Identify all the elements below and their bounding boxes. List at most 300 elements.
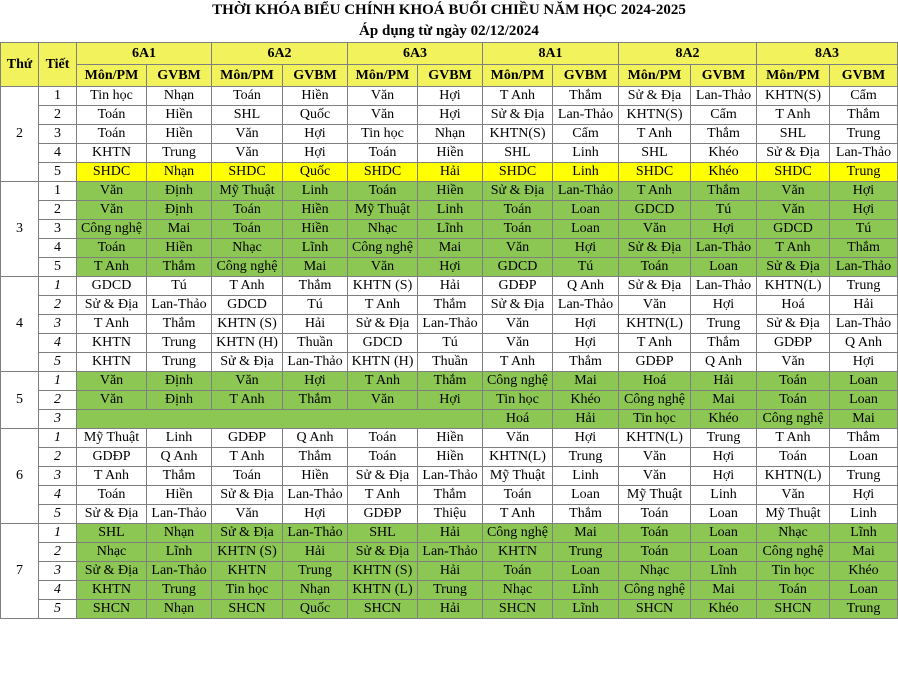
teacher-cell: Hợi <box>418 391 483 410</box>
teacher-cell: Lĩnh <box>691 562 757 581</box>
teacher-cell: Mai <box>553 372 619 391</box>
teacher-cell: Mai <box>553 524 619 543</box>
period-cell: 1 <box>39 524 77 543</box>
subject-cell: Công nghệ <box>757 410 830 429</box>
page-subtitle: Áp dụng từ ngày 02/12/2024 <box>359 23 539 39</box>
teacher-cell: Trung <box>418 581 483 600</box>
subject-cell: SHL <box>212 106 283 125</box>
teacher-cell: Trung <box>553 543 619 562</box>
teacher-cell: Thắm <box>553 505 619 524</box>
teacher-cell: Mai <box>830 543 898 562</box>
subject-cell: Văn <box>483 315 553 334</box>
subject-cell: KHTN (S) <box>212 315 283 334</box>
subject-cell: T Anh <box>757 429 830 448</box>
subject-cell: KHTN <box>77 144 147 163</box>
teacher-cell: Hợi <box>553 334 619 353</box>
subject-cell: Văn <box>757 353 830 372</box>
subject-cell: KHTN(S) <box>483 125 553 144</box>
teacher-cell: Hợi <box>553 315 619 334</box>
period-cell: 5 <box>39 505 77 524</box>
teacher-cell: Thiệu <box>418 505 483 524</box>
subject-cell: KHTN (H) <box>348 353 418 372</box>
subject-cell: Văn <box>483 334 553 353</box>
teacher-cell: Cẩm <box>553 125 619 144</box>
teacher-cell: Hiền <box>283 201 348 220</box>
subject-cell: Văn <box>77 391 147 410</box>
subject-cell: Toán <box>212 220 283 239</box>
empty-merged-cell <box>77 410 483 429</box>
table-row <box>1 106 898 125</box>
subject-cell: KHTN <box>77 581 147 600</box>
subject-cell: Văn <box>348 106 418 125</box>
teacher-cell: Loan <box>830 581 898 600</box>
subject-cell: Sử & Địa <box>619 277 691 296</box>
subject-cell: T Anh <box>348 486 418 505</box>
subject-cell: Công nghệ <box>483 372 553 391</box>
subject-cell: GDCD <box>348 334 418 353</box>
subject-cell: Công nghệ <box>77 220 147 239</box>
subject-cell: Sử & Địa <box>77 505 147 524</box>
subject-cell: SHCN <box>483 600 553 619</box>
subject-cell: SHDC <box>77 163 147 182</box>
subject-cell: Toán <box>348 144 418 163</box>
teacher-cell: Hợi <box>830 182 898 201</box>
teacher-cell: Định <box>147 372 212 391</box>
teacher-cell: Lan-Thảo <box>418 315 483 334</box>
table-row <box>1 315 898 334</box>
teacher-cell: Q Anh <box>691 353 757 372</box>
teacher-cell: Hợi <box>553 239 619 258</box>
period-cell: 1 <box>39 372 77 391</box>
teacher-cell: Q Anh <box>830 334 898 353</box>
teacher-cell: Lĩnh <box>553 581 619 600</box>
subject-cell: Văn <box>212 372 283 391</box>
header-mon: Môn/PM <box>212 65 283 87</box>
table-row <box>1 258 898 277</box>
teacher-cell: Linh <box>147 429 212 448</box>
subject-cell: Văn <box>619 220 691 239</box>
subject-cell: Công nghệ <box>619 391 691 410</box>
subject-cell: T Anh <box>77 467 147 486</box>
subject-cell: Mỹ Thuật <box>77 429 147 448</box>
subject-cell: Tin học <box>348 125 418 144</box>
teacher-cell: Lan-Thảo <box>418 543 483 562</box>
subject-cell: Tin học <box>77 87 147 106</box>
teacher-cell: Quốc <box>283 163 348 182</box>
subject-cell: Sử & Địa <box>77 562 147 581</box>
teacher-cell: Lan-Thảo <box>553 182 619 201</box>
teacher-cell: Loan <box>553 220 619 239</box>
subject-cell: Toán <box>483 201 553 220</box>
header-mon: Môn/PM <box>619 65 691 87</box>
table-row <box>1 562 898 581</box>
teacher-cell: Nhạn <box>283 581 348 600</box>
subject-cell: SHL <box>757 125 830 144</box>
subject-cell: T Anh <box>483 353 553 372</box>
teacher-cell: Lĩnh <box>553 600 619 619</box>
teacher-cell: Linh <box>418 201 483 220</box>
subject-cell: Công nghệ <box>212 258 283 277</box>
subject-cell: GDĐP <box>757 334 830 353</box>
teacher-cell: Hợi <box>283 372 348 391</box>
subject-cell: Sử & Địa <box>757 258 830 277</box>
teacher-cell: Lan-Thảo <box>830 144 898 163</box>
subject-cell: Toán <box>757 581 830 600</box>
timetable <box>0 42 898 619</box>
header-class-6a1: 6A1 <box>77 43 212 65</box>
teacher-cell: Thắm <box>830 106 898 125</box>
subject-cell: KHTN(S) <box>757 87 830 106</box>
teacher-cell: Hiền <box>147 239 212 258</box>
subject-cell: Văn <box>212 505 283 524</box>
teacher-cell: Hải <box>283 315 348 334</box>
subject-cell: Toán <box>619 505 691 524</box>
subject-cell: GDĐP <box>77 448 147 467</box>
teacher-cell: Hợi <box>418 87 483 106</box>
subject-cell: SHL <box>348 524 418 543</box>
teacher-cell: Loan <box>830 448 898 467</box>
subject-cell: SHDC <box>757 163 830 182</box>
teacher-cell: Lan-Thảo <box>691 239 757 258</box>
teacher-cell: Trung <box>830 125 898 144</box>
teacher-cell: Hải <box>418 524 483 543</box>
teacher-cell: Trung <box>147 334 212 353</box>
subject-cell: KHTN <box>483 543 553 562</box>
subject-cell: Toán <box>212 467 283 486</box>
teacher-cell: Lan-Thảo <box>691 87 757 106</box>
teacher-cell: Khéo <box>553 391 619 410</box>
teacher-cell: Hợi <box>691 448 757 467</box>
period-cell: 2 <box>39 296 77 315</box>
teacher-cell: Hiền <box>283 467 348 486</box>
teacher-cell: Trung <box>283 562 348 581</box>
teacher-cell: Cẩm <box>830 87 898 106</box>
table-row <box>1 334 898 353</box>
teacher-cell: Lan-Thảo <box>147 296 212 315</box>
teacher-cell: Lan-Thảo <box>147 505 212 524</box>
teacher-cell: Linh <box>553 144 619 163</box>
teacher-cell: Hải <box>418 277 483 296</box>
period-cell: 3 <box>39 220 77 239</box>
header-mon: Môn/PM <box>348 65 418 87</box>
header-mon: Môn/PM <box>483 65 553 87</box>
teacher-cell: Lĩnh <box>283 239 348 258</box>
teacher-cell: Thắm <box>418 372 483 391</box>
period-cell: 1 <box>39 87 77 106</box>
subject-cell: Toán <box>348 448 418 467</box>
teacher-cell: Nhạn <box>147 163 212 182</box>
period-cell: 3 <box>39 467 77 486</box>
table-row <box>1 239 898 258</box>
teacher-cell: Thuần <box>418 353 483 372</box>
teacher-cell: Khéo <box>691 410 757 429</box>
teacher-cell: Thắm <box>283 448 348 467</box>
subject-cell: Văn <box>619 296 691 315</box>
subject-cell: Nhạc <box>77 543 147 562</box>
period-cell: 4 <box>39 334 77 353</box>
subject-cell: Công nghệ <box>757 543 830 562</box>
day-cell: 2 <box>1 87 39 182</box>
subject-cell: SHDC <box>212 163 283 182</box>
subject-cell: T Anh <box>757 106 830 125</box>
period-cell: 2 <box>39 391 77 410</box>
subject-cell: T Anh <box>77 315 147 334</box>
header-thu: Thứ <box>1 43 39 87</box>
subject-cell: KHTN (S) <box>348 562 418 581</box>
subject-cell: Nhạc <box>348 220 418 239</box>
subject-cell: Nhạc <box>483 581 553 600</box>
subject-cell: GDCD <box>483 258 553 277</box>
teacher-cell: Mai <box>147 220 212 239</box>
teacher-cell: Thắm <box>418 486 483 505</box>
teacher-cell: Thắm <box>691 334 757 353</box>
subject-cell: Toán <box>483 486 553 505</box>
subject-cell: Toán <box>757 391 830 410</box>
period-cell: 4 <box>39 581 77 600</box>
subject-cell: Mỹ Thuật <box>483 467 553 486</box>
teacher-cell: Hải <box>691 372 757 391</box>
teacher-cell: Mai <box>830 410 898 429</box>
subject-cell: T Anh <box>619 334 691 353</box>
table-row <box>1 410 898 429</box>
teacher-cell: Loan <box>691 258 757 277</box>
subject-cell: Toán <box>212 87 283 106</box>
teacher-cell: Thắm <box>830 239 898 258</box>
day-cell: 6 <box>1 429 39 524</box>
subject-cell: Mỹ Thuật <box>757 505 830 524</box>
teacher-cell: Q Anh <box>147 448 212 467</box>
teacher-cell: Khéo <box>691 144 757 163</box>
teacher-cell: Loan <box>691 505 757 524</box>
subject-cell: SHCN <box>212 600 283 619</box>
subject-cell: KHTN(S) <box>619 106 691 125</box>
teacher-cell: Loan <box>691 524 757 543</box>
teacher-cell: Trung <box>553 448 619 467</box>
subject-cell: GDĐP <box>619 353 691 372</box>
subject-cell: T Anh <box>212 448 283 467</box>
header-gvbm: GVBM <box>830 65 898 87</box>
subject-cell: T Anh <box>483 87 553 106</box>
header-gvbm: GVBM <box>283 65 348 87</box>
table-row <box>1 220 898 239</box>
teacher-cell: Thắm <box>147 258 212 277</box>
subject-cell: Nhạc <box>619 562 691 581</box>
subject-cell: KHTN(L) <box>757 277 830 296</box>
period-cell: 3 <box>39 125 77 144</box>
header-class-6a3: 6A3 <box>348 43 483 65</box>
teacher-cell: Quốc <box>283 106 348 125</box>
teacher-cell: Lan-Thảo <box>830 258 898 277</box>
teacher-cell: Hợi <box>418 258 483 277</box>
subject-cell: Tin học <box>619 410 691 429</box>
subject-cell: Tin học <box>483 391 553 410</box>
teacher-cell: Lan-Thảo <box>830 315 898 334</box>
table-row <box>1 163 898 182</box>
subject-cell: SHDC <box>348 163 418 182</box>
teacher-cell: Khéo <box>830 562 898 581</box>
subject-cell: Công nghệ <box>619 581 691 600</box>
teacher-cell: Linh <box>553 467 619 486</box>
teacher-cell: Loan <box>553 486 619 505</box>
teacher-cell: Lan-Thảo <box>283 524 348 543</box>
subject-cell: KHTN <box>212 562 283 581</box>
table-row <box>1 353 898 372</box>
period-cell: 5 <box>39 258 77 277</box>
period-cell: 2 <box>39 106 77 125</box>
teacher-cell: Hợi <box>418 106 483 125</box>
table-row <box>1 505 898 524</box>
teacher-cell: Linh <box>691 486 757 505</box>
teacher-cell: Tú <box>691 201 757 220</box>
teacher-cell: Hợi <box>691 467 757 486</box>
period-cell: 5 <box>39 600 77 619</box>
subject-cell: Văn <box>619 467 691 486</box>
teacher-cell: Hải <box>418 600 483 619</box>
subject-cell: Văn <box>77 201 147 220</box>
teacher-cell: Trung <box>830 277 898 296</box>
subject-cell: SHL <box>619 144 691 163</box>
subject-cell: Văn <box>348 87 418 106</box>
subject-cell: GDĐP <box>348 505 418 524</box>
header-class-8a1: 8A1 <box>483 43 619 65</box>
subject-cell: Mỹ Thuật <box>348 201 418 220</box>
page-title: THỜI KHÓA BIỂU CHÍNH KHOÁ BUỔI CHIỀU NĂM HỌC 2024-2025 <box>212 2 686 18</box>
period-cell: 5 <box>39 353 77 372</box>
teacher-cell: Quốc <box>283 600 348 619</box>
teacher-cell: Lan-Thảo <box>283 353 348 372</box>
subject-cell: SHCN <box>77 600 147 619</box>
teacher-cell: Hiền <box>147 125 212 144</box>
subject-cell: Văn <box>757 201 830 220</box>
subject-cell: GDĐP <box>212 429 283 448</box>
subject-cell: Sử & Địa <box>757 144 830 163</box>
period-cell: 3 <box>39 315 77 334</box>
table-row <box>1 486 898 505</box>
table-row <box>1 372 898 391</box>
teacher-cell: Lan-Thảo <box>553 296 619 315</box>
teacher-cell: Hiền <box>147 106 212 125</box>
subject-cell: Văn <box>212 144 283 163</box>
teacher-cell: Mai <box>418 239 483 258</box>
header-class-6a2: 6A2 <box>212 43 348 65</box>
subject-cell: SHL <box>77 524 147 543</box>
subject-cell: GDCD <box>212 296 283 315</box>
teacher-cell: Hợi <box>691 220 757 239</box>
subject-cell: Văn <box>348 391 418 410</box>
period-cell: 1 <box>39 182 77 201</box>
subject-cell: Hoá <box>619 372 691 391</box>
subject-cell: Mỹ Thuật <box>212 182 283 201</box>
subject-cell: KHTN <box>77 353 147 372</box>
teacher-cell: Tú <box>283 296 348 315</box>
header-mon: Môn/PM <box>77 65 147 87</box>
subject-cell: Toán <box>212 201 283 220</box>
subject-cell: KHTN <box>77 334 147 353</box>
subject-cell: Văn <box>212 125 283 144</box>
teacher-cell: Thắm <box>553 353 619 372</box>
subject-cell: Sử & Địa <box>212 524 283 543</box>
teacher-cell: Lan-Thảo <box>147 562 212 581</box>
table-row <box>1 581 898 600</box>
table-row <box>1 600 898 619</box>
subject-cell: T Anh <box>619 125 691 144</box>
teacher-cell: Hợi <box>830 201 898 220</box>
teacher-cell: Hiền <box>283 87 348 106</box>
teacher-cell: Cẩm <box>691 106 757 125</box>
teacher-cell: Nhạn <box>147 524 212 543</box>
period-cell: 3 <box>39 562 77 581</box>
teacher-cell: Nhạn <box>147 600 212 619</box>
teacher-cell: Hợi <box>691 296 757 315</box>
subject-cell: Văn <box>348 258 418 277</box>
subject-cell: Công nghệ <box>348 239 418 258</box>
subject-cell: Văn <box>757 486 830 505</box>
period-cell: 2 <box>39 543 77 562</box>
table-row <box>1 201 898 220</box>
subject-cell: Toán <box>757 448 830 467</box>
teacher-cell: Linh <box>830 505 898 524</box>
teacher-cell: Hiền <box>418 144 483 163</box>
teacher-cell: Hiền <box>147 486 212 505</box>
teacher-cell: Nhạn <box>418 125 483 144</box>
subject-cell: KHTN (L) <box>348 581 418 600</box>
subject-cell: SHDC <box>483 163 553 182</box>
subject-cell: Tin học <box>212 581 283 600</box>
period-cell: 1 <box>39 429 77 448</box>
teacher-cell: Lan-Thảo <box>283 486 348 505</box>
subject-cell: KHTN(L) <box>757 467 830 486</box>
teacher-cell: Hợi <box>283 125 348 144</box>
teacher-cell: Trung <box>830 600 898 619</box>
subject-cell: GDCD <box>619 201 691 220</box>
teacher-cell: Mai <box>691 581 757 600</box>
teacher-cell: Thắm <box>147 467 212 486</box>
period-cell: 3 <box>39 410 77 429</box>
header-gvbm: GVBM <box>147 65 212 87</box>
header-gvbm: GVBM <box>418 65 483 87</box>
teacher-cell: Loan <box>553 201 619 220</box>
teacher-cell: Loan <box>691 543 757 562</box>
subject-cell: Sử & Địa <box>483 106 553 125</box>
teacher-cell: Thắm <box>691 125 757 144</box>
subject-cell: SHCN <box>757 600 830 619</box>
subject-cell: SHL <box>483 144 553 163</box>
table-row <box>1 277 898 296</box>
subject-cell: Sử & Địa <box>77 296 147 315</box>
subject-cell: Toán <box>77 106 147 125</box>
teacher-cell: Định <box>147 182 212 201</box>
period-cell: 4 <box>39 486 77 505</box>
subject-cell: Văn <box>77 372 147 391</box>
subject-cell: Toán <box>483 220 553 239</box>
table-row <box>1 391 898 410</box>
teacher-cell: Thắm <box>830 429 898 448</box>
teacher-cell: Hải <box>553 410 619 429</box>
day-cell: 7 <box>1 524 39 619</box>
teacher-cell: Trung <box>830 163 898 182</box>
day-cell: 5 <box>1 372 39 429</box>
period-cell: 5 <box>39 163 77 182</box>
header-gvbm: GVBM <box>691 65 757 87</box>
subject-cell: KHTN (S) <box>212 543 283 562</box>
subject-cell: GDCD <box>757 220 830 239</box>
subject-cell: Toán <box>77 486 147 505</box>
teacher-cell: Trung <box>691 429 757 448</box>
subject-cell: Sử & Địa <box>483 182 553 201</box>
subject-cell: Toán <box>619 524 691 543</box>
teacher-cell: Trung <box>147 581 212 600</box>
teacher-cell: Định <box>147 201 212 220</box>
